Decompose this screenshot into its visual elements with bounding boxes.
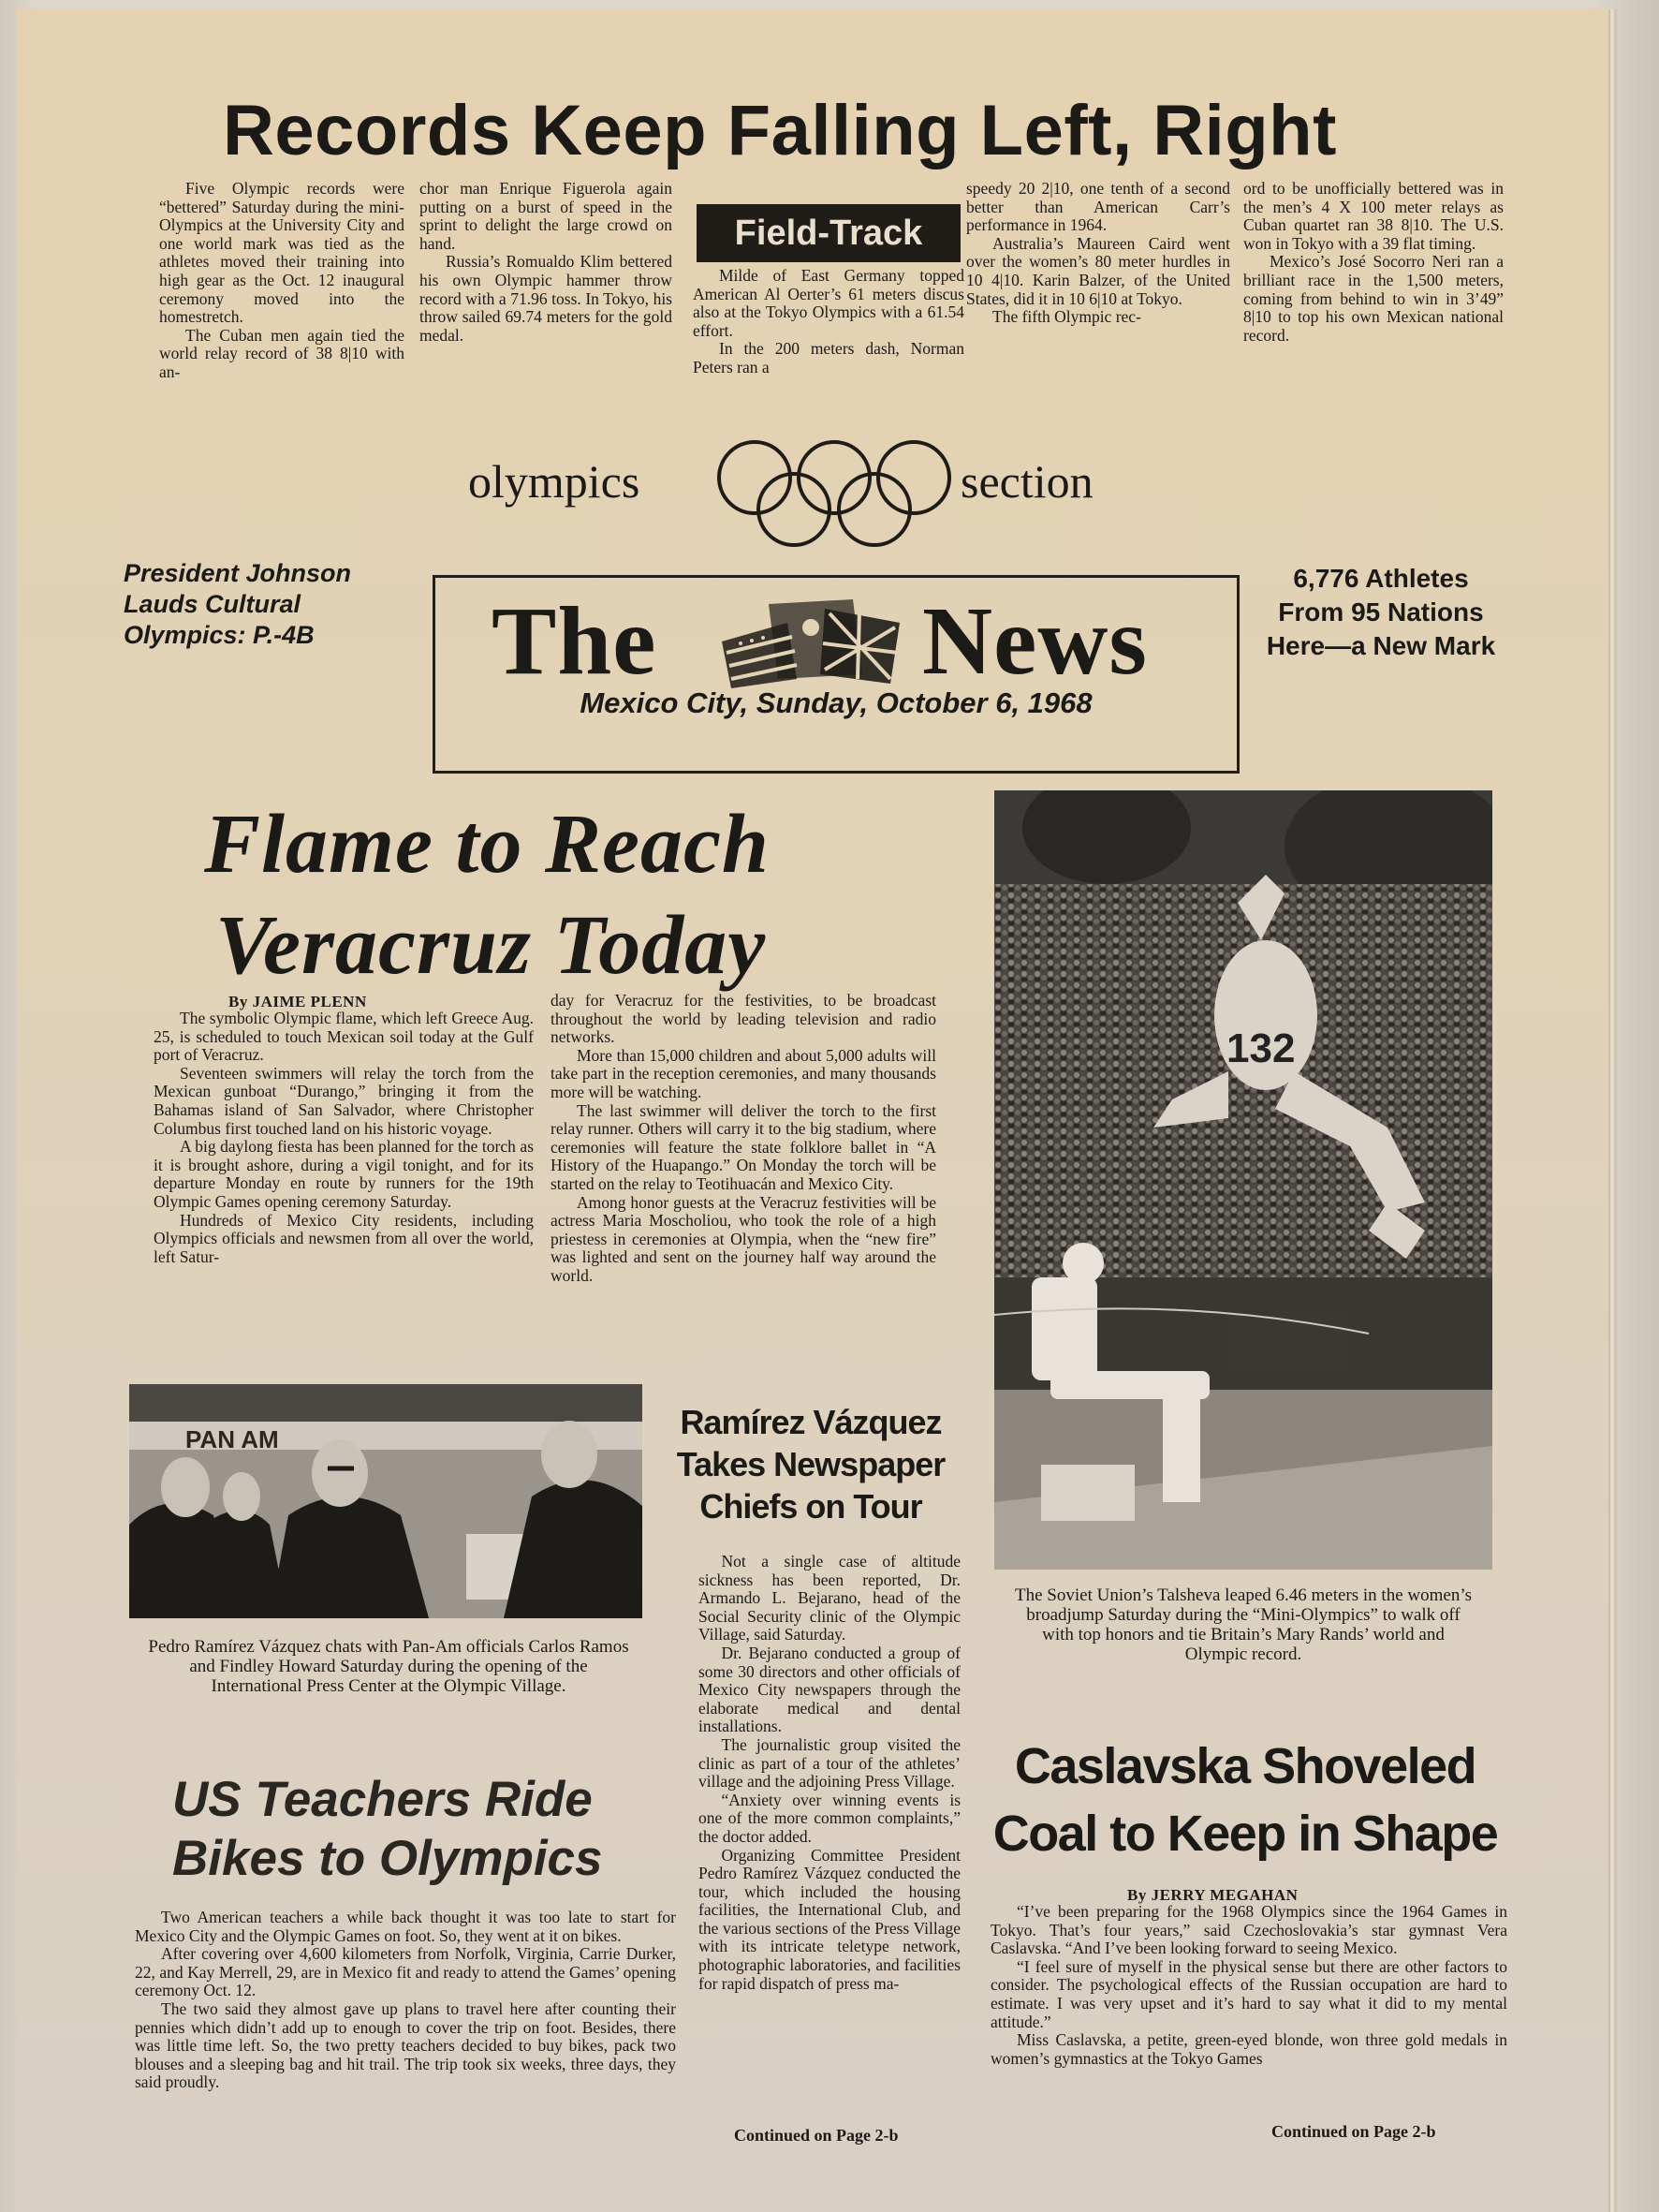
paragraph: Mexico’s José Socorro Neri ran a brilliant race in the 1,500 meters, coming from behind to win in 3’49” 8|10 to top his own Mexican national record. — [1243, 252, 1504, 345]
teachers-headline — [172, 1770, 697, 1888]
paragraph: Dr. Bejarano conducted a group of some 30 directors and other officials of Mexico City newspapers through the elaborate medical and dental installations. — [698, 1643, 961, 1736]
paragraph: A big daylong fiesta has been planned for the torch as it is brought ashore, during a vigil tonight, and for its departure Monday en route by runners for the 19th Olympic Games opening ceremony Saturday. — [154, 1137, 534, 1211]
paragraph: Milde of East Germany topped American Al Oerter’s 61 meters discus also at the Tokyo Olympics with a 61.54 effort. — [693, 266, 964, 340]
paragraph: “I feel sure of myself in the physical sense but there are other factors to consider. The psychological effects of the Russian occupation are hard to estimate. I was very upset and it’s hard to say what it did to my mental attitude.” — [991, 1956, 1507, 2031]
svg-text:PAN AM: PAN AM — [185, 1425, 279, 1453]
top-story-column-1 — [159, 180, 404, 382]
paragraph: Two American teachers a while back thought it was too late to start for Mexico City and the Olympic Games on foot. So, they went at it on bikes. — [135, 1908, 676, 1945]
headline-line: Ramírez Vázquez — [680, 1403, 942, 1441]
headline-line: US Teachers Ride — [172, 1772, 593, 1827]
side-note-left — [124, 558, 367, 651]
side-note-line: 6,776 Athletes — [1293, 564, 1469, 593]
newspaper-page — [17, 9, 1608, 2212]
ramirez-headline — [672, 1401, 949, 1527]
paragraph: Russia’s Romualdo Klim bettered his own Olympic hammer throw record with a 71.96 toss. In Tokyo, his throw sailed 69.74 meters for the gold medal. — [419, 252, 672, 345]
paragraph: The Cuban men again tied the world relay record of 38 8|10 with an- — [159, 325, 404, 381]
headline-line: Bikes to Olympics — [172, 1831, 603, 1886]
paragraph: Five Olympic records were “bettered” Saturday during the mini-Olympics at the University City and one world mark was tied as the athletes moved their training into high gear as the Oct. 12 inaugural ceremony moved into the homestretch. — [159, 179, 404, 327]
svg-text:132: 132 — [1226, 1025, 1296, 1071]
top-headline: Records Keep Falling Left, Right — [223, 91, 1337, 170]
paragraph: ord to be unofficially bettered was in the men’s 4 X 100 meter relays as Cuban quartet ran 38 8|10. The U.S. won in Tokyo with a 39 flat timing. — [1243, 179, 1504, 253]
pan-am-photo — [129, 1384, 642, 1618]
paragraph: The symbolic Olympic flame, which left Greece Aug. 25, is scheduled to touch Mexican soil today at the Gulf port of Veracruz. — [154, 1009, 534, 1065]
caslavska-byline: By JERRY MEGAHAN — [1127, 1886, 1299, 1904]
masthead-dateline: Mexico City, Sunday, October 6, 1968 — [580, 686, 1093, 719]
paragraph: speedy 20 2|10, one tenth of a second better than American Carr’s performance in 1964. — [966, 179, 1230, 235]
headline-line: Veracruz Today — [215, 899, 767, 992]
paragraph: “I’ve been preparing for the 1968 Olympics since the 1964 Games in Tokyo. That’s four years,” said Czechoslovakia’s star gymnast Vera Caslavska. “And I’ve been looking forward to seeing Mexico. — [991, 1902, 1507, 1958]
broadjump-photo — [994, 790, 1492, 1570]
side-note-right — [1245, 562, 1517, 663]
paragraph: Hundreds of Mexico City residents, including Olympics officials and newsmen from all over the world, left Satur- — [154, 1210, 534, 1266]
paragraph: Not a single case of altitude sickness has been reported, Dr. Armando L. Bejarano, head of the Social Security clinic of the Olympic Village, said Saturday. — [698, 1552, 961, 1644]
top-story-column-2 — [419, 180, 672, 345]
side-note-line: From 95 Nations — [1278, 597, 1484, 627]
paragraph: day for Veracruz for the festivities, to be broadcast throughout the world by leading television and radio networks. — [551, 991, 936, 1047]
caslavska-headline — [964, 1733, 1526, 1867]
side-note-line: Olympics: P.-4B — [124, 621, 315, 649]
masthead — [433, 575, 1240, 774]
side-note-line: Lauds Cultural — [124, 590, 301, 618]
flame-column-2 — [551, 992, 936, 1286]
paragraph: Organizing Committee President Pedro Ramírez Vázquez conducted the tour, which included the housing facilities, the International Club, and the various sections of the Press Village with its intricate teletype network, photographic laboratories, and facilities for rapid dispatch of press ma- — [698, 1845, 961, 1993]
caslavska-column — [991, 1903, 1507, 2068]
flame-headline — [204, 794, 916, 996]
pan-am-photo-image — [129, 1384, 642, 1618]
paragraph: Seventeen swimmers will relay the torch from the Mexican gunboat “Durango,” bringing it from the Bahamas island of San Salvador, where Christopher Columbus first touched land on his historic voyage. — [154, 1063, 534, 1138]
flame-column-1 — [154, 1010, 534, 1266]
headline-line: Takes Newspaper — [676, 1445, 946, 1483]
paragraph: More than 15,000 children and about 5,000 adults will take part in the reception ceremonies, and many thousands more will be watching. — [551, 1045, 936, 1101]
paragraph: The fifth Olympic rec- — [992, 307, 1141, 327]
paragraph: The last swimmer will deliver the torch to the first relay runner. Others will carry it to the big stadium, where ceremonies will feature the state folklore ballet in “A History of the Huapango.” On Monday the torch will be started on the relay to Teotihuacán and Mexico City. — [551, 1100, 936, 1193]
ramirez-continued: Continued on Page 2-b — [734, 2126, 899, 2145]
caslavska-continued: Continued on Page 2-b — [1271, 2122, 1436, 2141]
broadjump-photo-image — [994, 790, 1492, 1570]
top-story-column-4 — [966, 180, 1230, 327]
top-story-column-3 — [693, 267, 964, 377]
ramirez-column — [698, 1553, 961, 1993]
masthead-word-the: The — [492, 587, 657, 695]
flags-emblem-icon — [712, 585, 909, 698]
pan-am-caption: Pedro Ramírez Vázquez chats with Pan-Am officials Carlos Ramos and Findley Howard Saturday during the opening of the International Press Center at the Olympic Village. — [148, 1637, 629, 1696]
headline-line: Caslavska Shoveled — [1014, 1738, 1476, 1794]
paragraph: “Anxiety over winning events is one of the more common complaints,” the doctor added. — [698, 1790, 961, 1846]
paragraph: Miss Caslavska, a petite, green-eyed blonde, won three gold medals in women’s gymnastics at the Tokyo Games — [991, 2030, 1507, 2068]
paragraph: Among honor guests at the Veracruz festivities will be actress Maria Moscholiou, who took the role of a high priestess in ceremonies at Olympia, when the “new fire” was lighted and sent on the journey half way around the world. — [551, 1192, 936, 1285]
paragraph: In the 200 meters dash, Norman Peters ran a — [693, 339, 964, 376]
masthead-word-news: News — [922, 587, 1148, 695]
paragraph: Australia’s Maureen Caird went over the women’s 80 meter hurdles in 10 4|10. Karin Balzer, of the United States, did it in 10 6|10 at Tokyo. — [966, 233, 1230, 308]
broadjump-caption: The Soviet Union’s Talsheva leaped 6.46 meters in the women’s broadjump Saturday during the “Mini-Olympics” to walk off with top honors and tie Britain’s Mary Rands’ world and Olympic record. — [1015, 1585, 1472, 1664]
headline-line: Coal to Keep in Shape — [992, 1806, 1498, 1862]
headline-line: Chiefs on Tour — [699, 1487, 922, 1526]
olympic-rings-icon — [708, 436, 961, 549]
paragraph: The journalistic group visited the clinic as part of a tour of the athletes’ village and the adjoining Press Village. — [698, 1734, 961, 1792]
top-story-column-5 — [1243, 180, 1504, 345]
paragraph: chor man Enrique Figuerola again putting on a burst of speed in the sprint to delight the large crowd on hand. — [419, 179, 672, 253]
teachers-column — [135, 1909, 676, 2092]
paragraph: The two said they almost gave up plans to travel here after counting their pennies which didn’t add up to enough to cover the trip on foot. Besides, there was little time left. So, the two pretty teachers decided to buy bikes, pack two blouses and a sleeping bag and hit trail. The trip took six weeks, three days, they said proudly. — [135, 1998, 676, 2092]
section-word-right: section — [961, 455, 1094, 508]
headline-line: Flame to Reach — [204, 798, 770, 891]
flame-byline: By JAIME PLENN — [228, 993, 367, 1010]
section-word-left: olympics — [468, 455, 640, 508]
side-note-line: President Johnson — [124, 559, 352, 587]
field-track-label: Field-Track — [697, 204, 961, 262]
paragraph: After covering over 4,600 kilometers from Norfolk, Virginia, Carrie Durker, 22, and Kay Merrell, 29, are in Mexico fit and ready to attend the Games’ opening ceremony Oct. 12. — [135, 1944, 676, 2000]
side-note-line: Here—a New Mark — [1266, 631, 1496, 660]
